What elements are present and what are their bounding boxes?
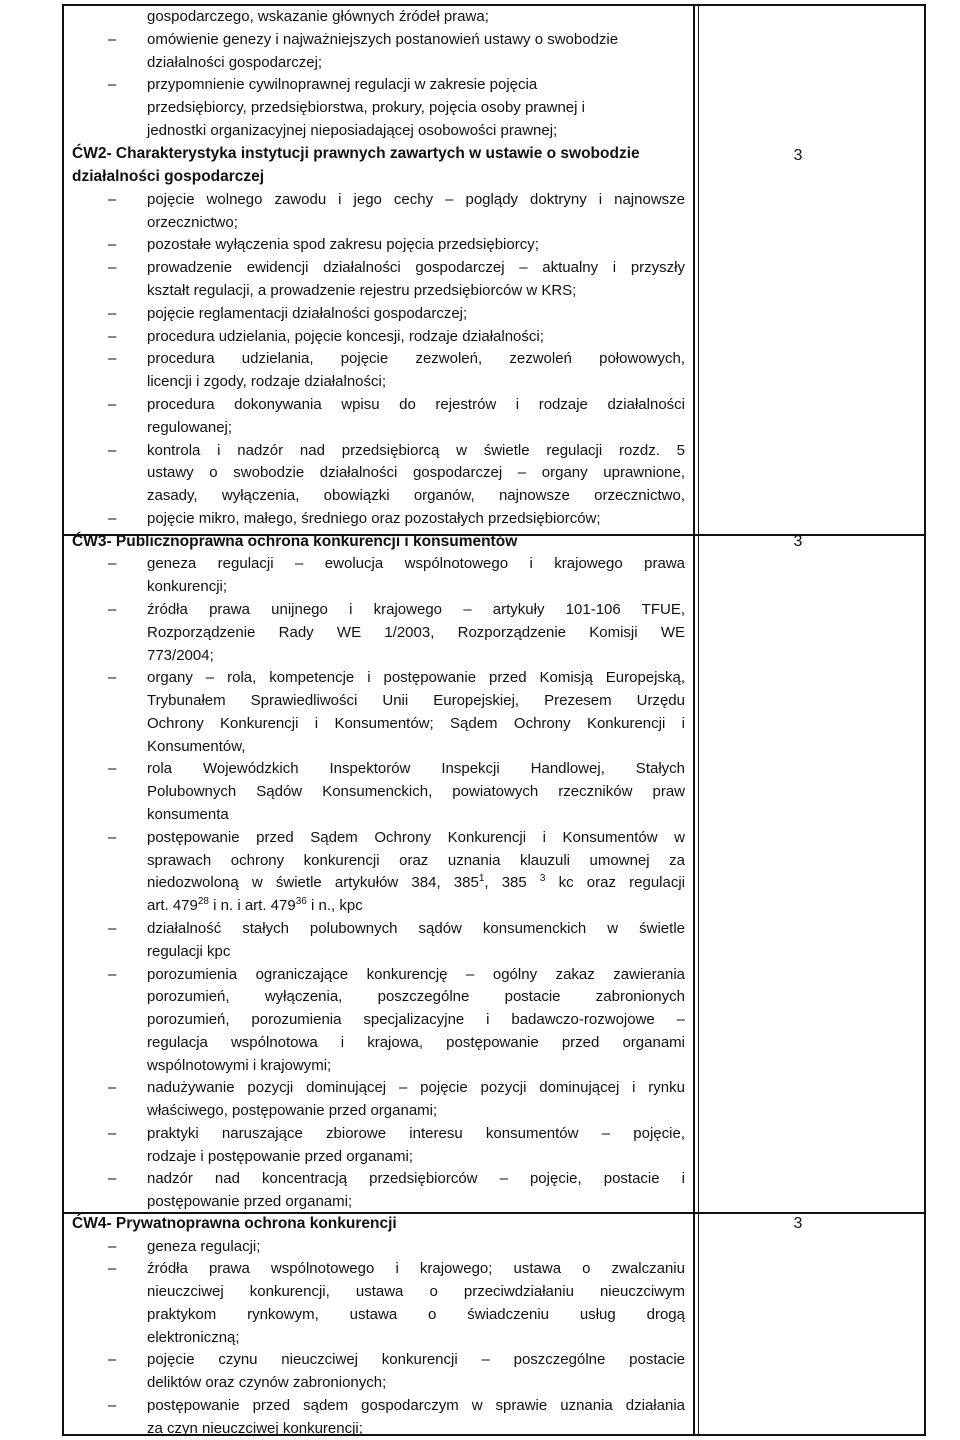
bullet-dash: – <box>108 920 117 937</box>
list-item-text: działalności gospodarczej; <box>147 54 323 71</box>
list-item-text: Polubownych Sądów Konsumenckich, powiatowych rzeczników praw <box>147 783 685 800</box>
bullet-dash: – <box>108 1260 117 1277</box>
bullet-dash: – <box>108 1079 117 1096</box>
bullet-dash: – <box>108 236 117 253</box>
list-item-text: art. $479^{28}$ i n. i art. $479^{36}$ i n., kpc <box>147 896 363 914</box>
bullet-dash: – <box>108 555 117 572</box>
bullet-dash: – <box>108 442 117 459</box>
list-item-text: gospodarczego, wskazanie głównych źródeł prawa; <box>147 8 489 25</box>
section-heading: ĆW3- Publicznoprawna ochrona konkurencji i konsumentów <box>72 533 518 550</box>
list-item-text: źródła prawa wspólnotowego i krajowego; ustawa o zwalczaniu <box>147 1260 685 1277</box>
list-item-text: Trybunałem Sprawiedliwości Unii Europejskiej, Prezesem Urzędu <box>147 692 685 709</box>
list-item-text: praktykom rynkowym, ustawa o świadczeniu usług drogą <box>147 1306 685 1323</box>
bullet-dash: – <box>108 760 117 777</box>
list-item-text: przedsiębiorcy, przedsiębiorstwa, prokury, pojęcia osoby prawnej i <box>147 99 585 116</box>
list-item-text: pojęcie wolnego zawodu i jego cechy – poglądy doktryny i najnowsze <box>147 191 685 208</box>
bullet-dash: – <box>108 396 117 413</box>
list-item-text: 773/2004; <box>147 647 214 664</box>
list-item-text: pojęcie czynu nieuczciwej konkurencji – poszczególne postacie <box>147 1351 685 1368</box>
list-item-text: konsumenta <box>147 806 229 823</box>
section-heading: ĆW4- Prywatnoprawna ochrona konkurencji <box>72 1215 397 1232</box>
list-item-text: pojęcie reglamentacji działalności gospodarczej; <box>147 305 468 322</box>
list-item-text: przypomnienie cywilnoprawnej regulacji w zakresie pojęcia <box>147 76 538 93</box>
list-item-text: kształt regulacji, a prowadzenie rejestru przedsiębiorców w KRS; <box>147 282 577 299</box>
list-item-text: regulacja wspólnotowa i krajowa, postępowanie przed organami <box>147 1034 685 1051</box>
bullet-dash: – <box>108 1170 117 1187</box>
list-item-text: regulacji kpc <box>147 943 231 960</box>
bullet-dash: – <box>108 76 117 93</box>
list-item-text: Rozporządzenie Rady WE 1/2003, Rozporządzenie Komisji WE <box>147 624 685 641</box>
list-item-text: kontrola i nadzór nad przedsiębiorcą w świetle regulacji rozdz. 5 <box>147 442 685 459</box>
bullet-dash: – <box>108 829 117 846</box>
list-item-text: procedura dokonywania wpisu do rejestrów i rodzaje działalności <box>147 396 685 413</box>
list-item-text: Konsumentów, <box>147 738 246 755</box>
list-item-text: elektroniczną; <box>147 1329 240 1346</box>
section-heading: działalności gospodarczej <box>72 168 265 185</box>
hours-value: 3 <box>793 533 803 550</box>
bullet-dash: – <box>108 1125 117 1142</box>
section-heading: ĆW2- Charakterystyka instytucji prawnych zawartych w ustawie o swobodzie <box>72 145 640 162</box>
list-item-text: porozumień, wyłączenia, poszczególne postacie zabronionych <box>147 988 685 1005</box>
hours-value: 3 <box>793 147 803 164</box>
list-item-text: omówienie genezy i najważniejszych postanowień ustawy o swobodzie <box>147 31 619 48</box>
bullet-dash: – <box>108 1397 117 1414</box>
list-item-text: deliktów oraz czynów zabronionych; <box>147 1374 387 1391</box>
bullet-dash: – <box>108 510 117 527</box>
list-item-text: pozostałe wyłączenia spod zakresu pojęcia przedsiębiorcy; <box>147 236 539 253</box>
list-item-text: źródła prawa unijnego i krajowego – artykuły 101-106 TFUE, <box>147 601 685 618</box>
list-item-text: działalność stałych polubownych sądów konsumenckich w świetle <box>147 920 685 937</box>
column-divider <box>693 4 695 1436</box>
list-item-text: ustawy o swobodzie działalności gospodarczej – organy uprawnione, <box>147 464 685 481</box>
list-item-text: niedozwoloną w świetle artykułów 384, $385^1$, 385 $^3$ kc oraz regulacji <box>147 873 685 891</box>
list-item-text: porozumienia ograniczające konkurencję – ogólny zakaz zawierania <box>147 966 685 983</box>
list-item-text: postępowanie przed sądem gospodarczym w sprawie uznania działania <box>147 1397 685 1414</box>
list-item-text: jednostki organizacyjnej nieposiadającej osobowości prawnej; <box>147 122 558 139</box>
list-item-text: nadużywanie pozycji dominującej – pojęcie pozycji dominującej i rynku <box>147 1079 685 1096</box>
list-item-text: zasady, wyłączenia, obowiązki organów, najnowsze orzecznictwo, <box>147 487 685 504</box>
list-item-text: postępowanie przed organami; <box>147 1193 353 1210</box>
list-item-text: postępowanie przed Sądem Ochrony Konkurencji i Konsumentów w <box>147 829 685 846</box>
column-divider-inner <box>698 4 699 1436</box>
list-item-text: orzecznictwo; <box>147 214 238 231</box>
list-item-text: rola Wojewódzkich Inspektorów Inspekcji Handlowej, Stałych <box>147 760 685 777</box>
list-item-text: geneza regulacji; <box>147 1238 261 1255</box>
bullet-dash: – <box>108 350 117 367</box>
list-item-text: Ochrony Konkurencji i Konsumentów; Sądem Ochrony Konkurencji i <box>147 715 685 732</box>
bullet-dash: – <box>108 601 117 618</box>
bullet-dash: – <box>108 1351 117 1368</box>
list-item-text: geneza regulacji – ewolucja wspólnotowego i krajowego prawa <box>147 555 685 572</box>
list-item-text: procedura udzielania, pojęcie koncesji, rodzaje działalności; <box>147 328 544 345</box>
list-item-text: rodzaje i postępowanie przed organami; <box>147 1148 413 1165</box>
bullet-dash: – <box>108 328 117 345</box>
list-item-text: porozumień, porozumienia specjalizacyjne i badawczo-rozwojowe – <box>147 1011 685 1028</box>
list-item-text: licencji i zgody, rodzaje działalności; <box>147 373 387 390</box>
list-item-text: sprawach ochrony konkurencji oraz uznania klauzuli umownej za <box>147 852 685 869</box>
bullet-dash: – <box>108 191 117 208</box>
list-item-text: za czyn nieuczciwej konkurencji; <box>147 1420 363 1437</box>
list-item-text: właściwego, postępowanie przed organami; <box>147 1102 438 1119</box>
list-item-text: konkurencji; <box>147 578 228 595</box>
hours-value: 3 <box>793 1215 803 1232</box>
list-item-text: pojęcie mikro, małego, średniego oraz pozostałych przedsiębiorców; <box>147 510 601 527</box>
list-item-text: organy – rola, kompetencje i postępowanie przed Komisją Europejską, <box>147 669 685 686</box>
list-item-text: praktyki naruszające zbiorowe interesu konsumentów – pojęcie, <box>147 1125 685 1142</box>
bullet-dash: – <box>108 305 117 322</box>
list-item-text: procedura udzielania, pojęcie zezwoleń, zezwoleń połowowych, <box>147 350 685 367</box>
bullet-dash: – <box>108 259 117 276</box>
list-item-text: prowadzenie ewidencji działalności gospodarczej – aktualny i przyszły <box>147 259 685 276</box>
bullet-dash: – <box>108 966 117 983</box>
list-item-text: nadzór nad koncentracją przedsiębiorców – pojęcie, postacie i <box>147 1170 685 1187</box>
bullet-dash: – <box>108 31 117 48</box>
list-item-text: regulowanej; <box>147 419 233 436</box>
bullet-dash: – <box>108 1238 117 1255</box>
bullet-dash: – <box>108 669 117 686</box>
list-item-text: wspólnotowymi i krajowymi; <box>147 1057 332 1074</box>
list-item-text: nieuczciwej konkurencji, ustawa o przeciwdziałaniu nieuczciwym <box>147 1283 685 1300</box>
